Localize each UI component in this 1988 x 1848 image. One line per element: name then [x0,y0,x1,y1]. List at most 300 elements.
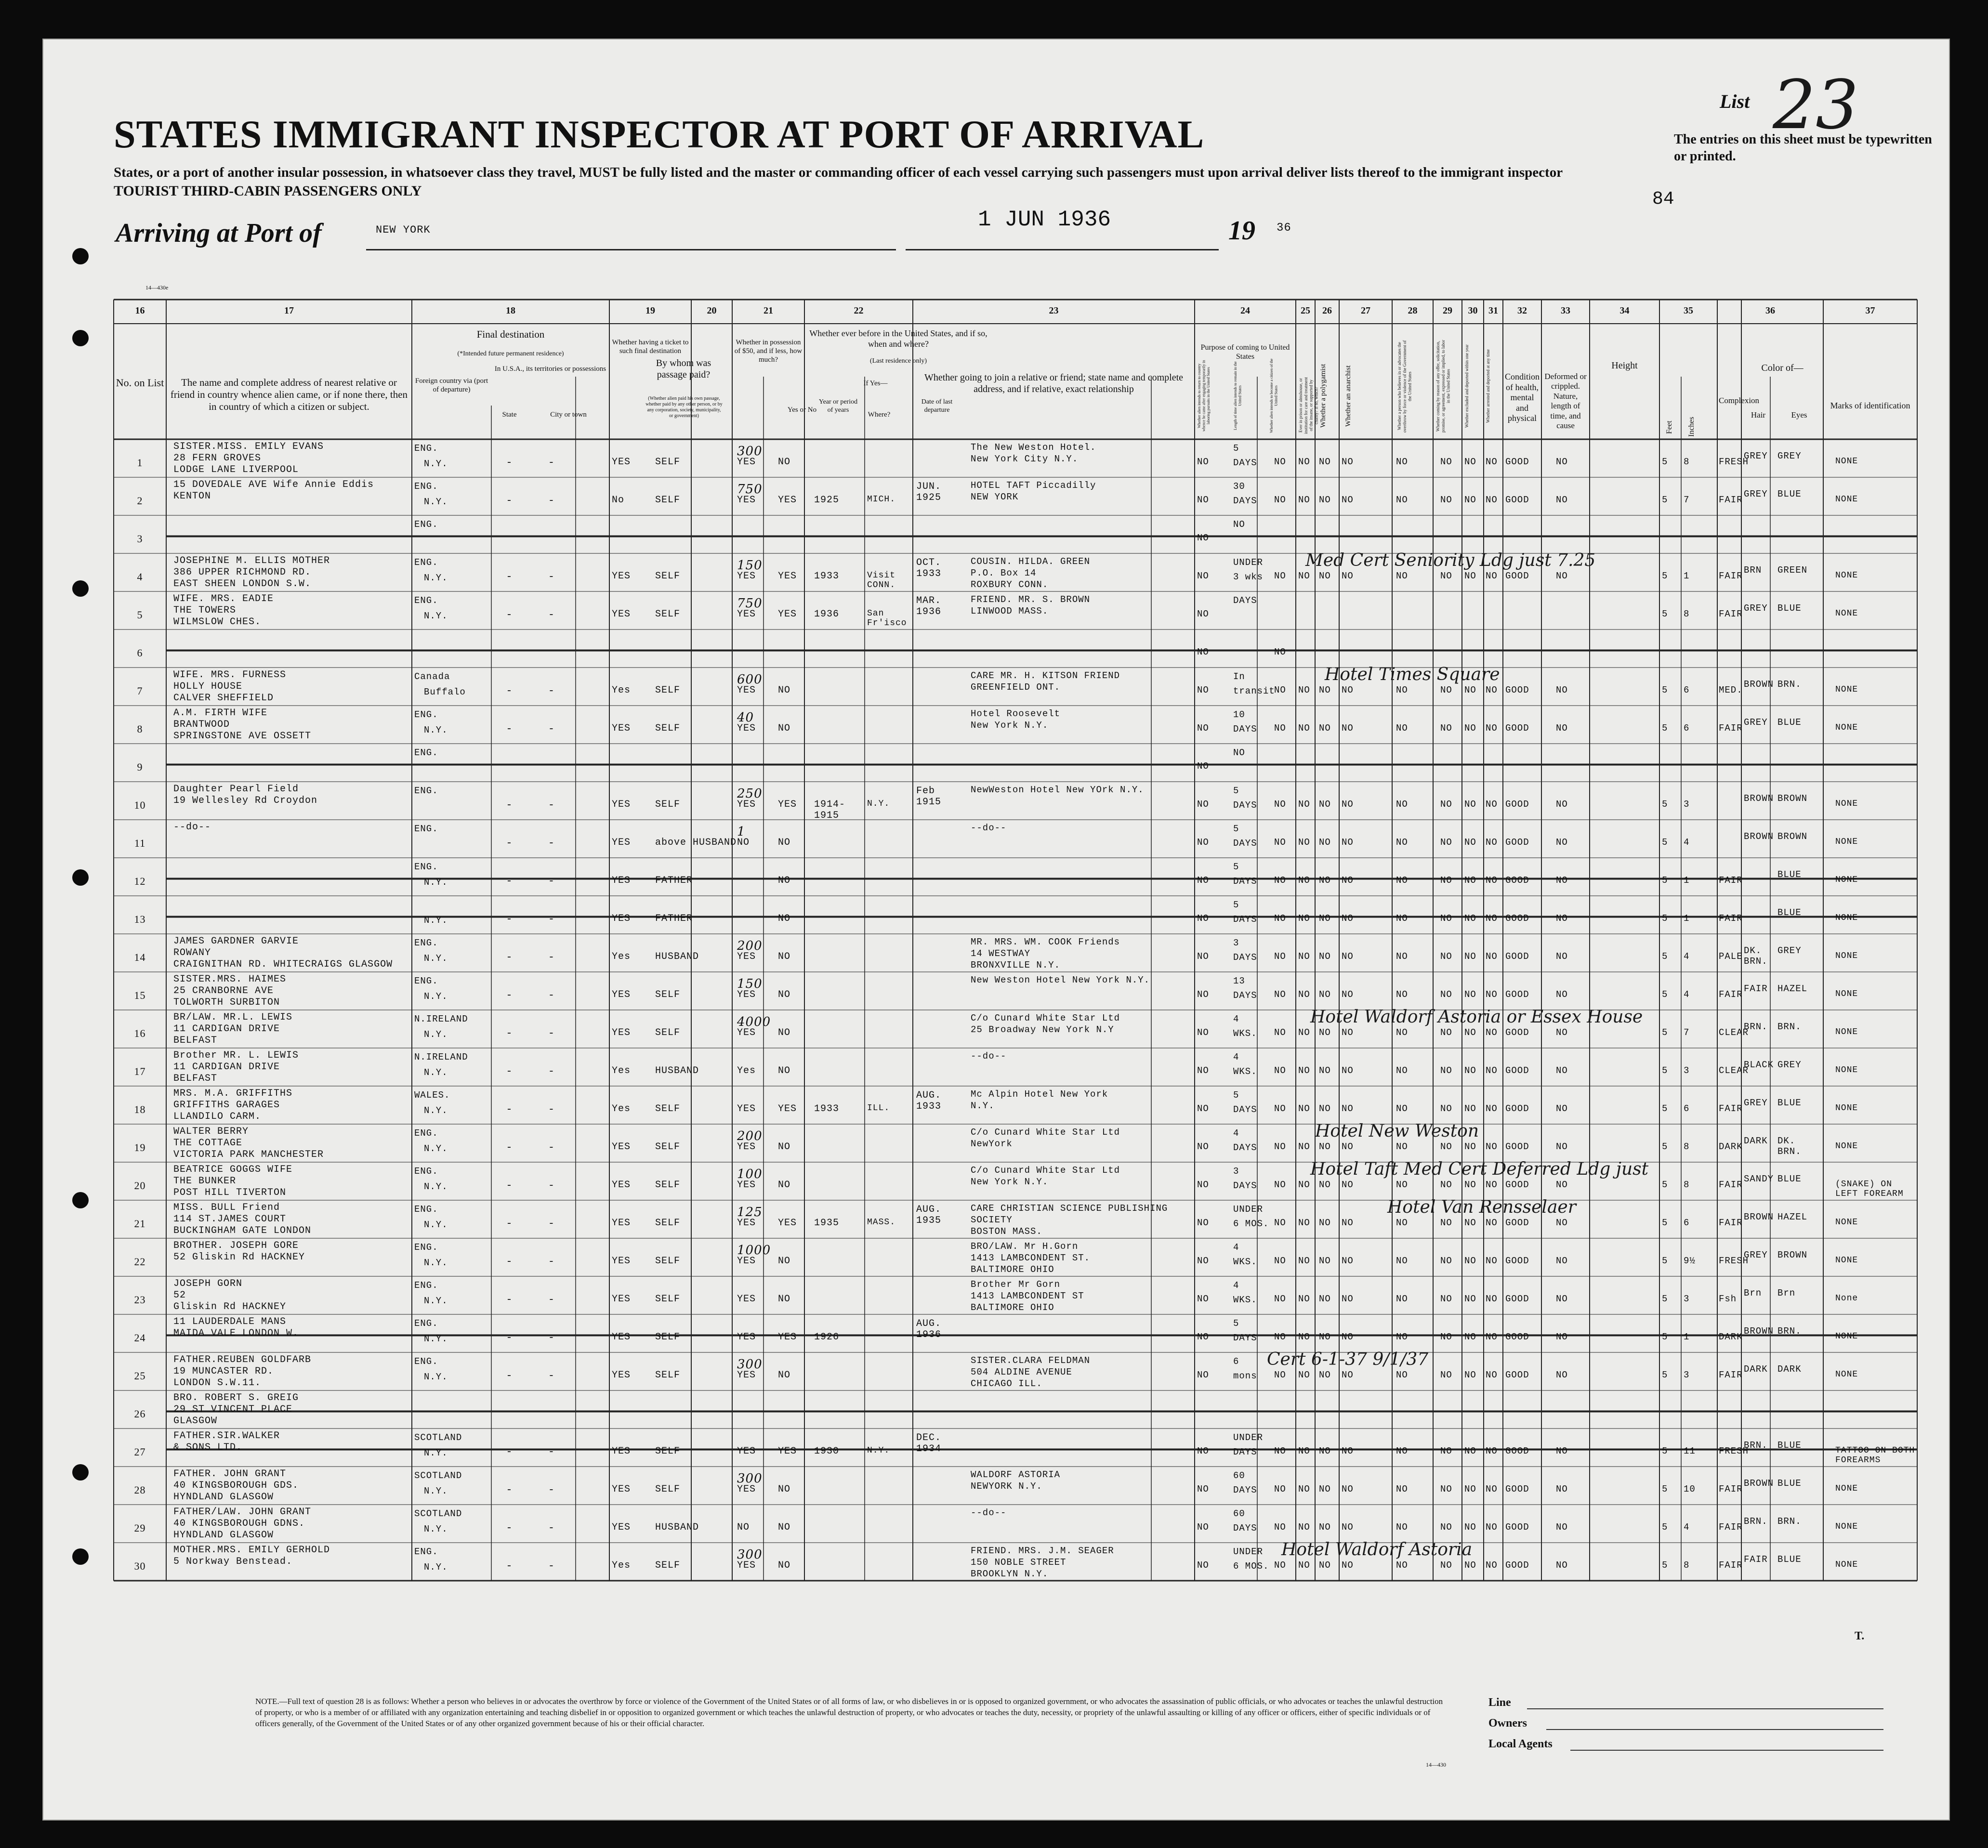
eye-color: HAZEL [1777,983,1808,994]
join-relative-line: 1413 LAMBCONDENT ST [971,1291,1084,1301]
eye-color: GREY [1777,451,1802,461]
deformed-value: NO [1556,1141,1568,1152]
identification-marks: (SNAKE) ON LEFT FOREARM [1835,1180,1904,1199]
join-relative-line: BROOKLYN N.Y. [971,1569,1049,1579]
via-port: N.Y. [424,1524,448,1534]
identification-marks: NONE [1835,1522,1858,1532]
money-amount: 1000 [737,1243,771,1258]
question-31-answer: NO [1486,1522,1498,1533]
ticket-value: YES [612,1446,631,1457]
join-relative-line: NewWeston Hotel New YOrk N.Y. [971,785,1144,795]
handwritten-note: Hotel Times Square [1325,665,1500,684]
hair-color: FAIR [1744,983,1768,994]
question-28-answer: NO [1396,1103,1408,1114]
height-inches: 6 [1684,723,1690,734]
question-30-answer: NO [1464,723,1476,734]
money-yes-no: YES [737,989,756,1000]
deformed-value: NO [1556,1484,1568,1494]
column-number: 23 [1049,305,1059,316]
via-port: N.Y. [424,877,448,888]
question-26-answer: NO [1319,1218,1331,1228]
relative-address-line: WILMSLOW CHES. [173,616,262,628]
foreign-country: ENG. [414,557,438,568]
complexion-value: FAIR [1719,1180,1743,1190]
join-relative-line: 14 WESTWAY [971,948,1031,959]
relative-address-line: THE COTTAGE [173,1138,243,1149]
city-value: - [548,723,555,735]
health-value: GOOD [1505,1180,1529,1190]
relative-address-line: 5 Norkway Benstead. [173,1556,293,1567]
relative-address-line: FATHER/LAW. JOHN GRANT [173,1507,312,1518]
foreign-country: ENG. [414,976,438,986]
row-number: 24 [134,1332,146,1344]
footer-owners-rule [1546,1729,1883,1730]
footer-line-label: Line [1488,1696,1511,1709]
question-29-answer: NO [1440,875,1452,886]
height-inches: 11 [1684,1446,1696,1456]
question-30-answer: NO [1464,989,1476,1000]
question-25-answer: NO [1298,1560,1310,1571]
question-28-answer: NO [1396,1027,1408,1038]
via-port: N.Y. [424,1372,448,1382]
purpose-return: NO [1197,799,1209,810]
hair-color: DARK [1744,1364,1768,1375]
identification-marks: NONE [1835,685,1858,695]
eye-color: BRN. [1777,679,1802,690]
money-amount: 600 [737,672,763,687]
identification-marks: NONE [1835,1065,1858,1075]
header-passage-paid: By whom was passage paid? [656,358,711,380]
join-relative-line: C/o Cunard White Star Ltd [971,1013,1120,1023]
question-29-answer: NO [1440,495,1452,505]
money-yes-no: YES [737,457,756,468]
passage-paid-value: HUSBAND [655,951,699,962]
eye-color: BLUE [1777,1098,1802,1108]
question-28-answer: NO [1396,571,1408,581]
passage-paid-value: SELF [655,1141,681,1153]
question-28-answer: NO [1396,913,1408,924]
before-year: 1926 [814,1332,840,1343]
before-year: 1935 [814,1218,840,1229]
deformed-value: NO [1556,685,1568,695]
eye-color: GREY [1777,945,1802,956]
passage-paid-value: SELF [655,1218,681,1229]
complexion-value: FAIR [1719,1370,1743,1380]
city-value: - [548,799,555,811]
money-amount: 1 [737,825,746,839]
question-28-answer: NO [1396,1180,1408,1190]
height-feet: 5 [1662,1484,1668,1494]
question-25-answer: NO [1298,1218,1310,1228]
state-value: - [506,571,513,583]
question-28-answer: NO [1396,723,1408,734]
join-relative-line: New York City N.Y. [971,454,1079,464]
question-25-answer: NO [1298,1332,1310,1342]
foreign-country: N.IRELAND [414,1014,468,1024]
purpose-length: DAYS [1233,1485,1257,1495]
header-purpose-citizen: Whether alien intends to become a citizen of the United States [1269,358,1278,433]
hair-color: DARK [1744,1136,1768,1146]
question-28-answer: NO [1396,1332,1408,1342]
identification-marks: NONE [1835,989,1858,999]
handwritten-note: Hotel New Weston [1315,1121,1479,1141]
question-26-answer: NO [1319,1103,1331,1114]
row-number: 7 [137,685,143,697]
relative-address-line: 40 KINGSBOROUGH GDNS. [173,1518,305,1529]
handwritten-note: Hotel Taft Med Cert Deferred Ldg just [1310,1159,1649,1179]
city-value: - [548,1294,555,1306]
passage-paid-value: SELF [655,1332,681,1343]
join-relative-line: NEW YORK [971,492,1019,502]
row-number: 19 [134,1141,146,1153]
relative-address-line: BRO. ROBERT S. GREIG [173,1392,299,1403]
purpose-citizen: NO [1274,495,1286,505]
eye-color: BRN. [1777,1326,1802,1337]
eye-color: HAZEL [1777,1212,1808,1222]
purpose-return: NO [1197,1256,1209,1266]
money-yes-no: YES [737,799,756,810]
question-29-answer: NO [1440,989,1452,1000]
deformed-value: NO [1556,571,1568,581]
complexion-value: FAIR [1719,571,1743,581]
question-31-answer: NO [1486,989,1498,1000]
purpose-return: NO [1197,647,1209,657]
health-value: GOOD [1505,1256,1529,1266]
before-in-us: NO [778,723,791,734]
health-value: GOOD [1505,1103,1529,1114]
row-number: 12 [134,875,146,887]
last-departure: DEC. 1934 [916,1432,942,1455]
punch-hole [72,580,89,597]
header-before-sub: (Last residence only) [869,357,927,365]
purpose-return: NO [1197,533,1209,543]
question-25-answer: NO [1298,951,1310,962]
relative-address-line: JAMES GARDNER GARVIE [173,936,299,947]
foreign-country: ENG. [414,1318,438,1329]
question-27-answer: NO [1342,1027,1354,1038]
deformed-value: NO [1556,799,1568,810]
purpose-return: NO [1197,951,1209,962]
question-31-answer: NO [1486,875,1498,886]
height-inches: 6 [1684,1103,1690,1114]
identification-marks: NONE [1835,1218,1858,1227]
purpose-citizen: NO [1274,989,1286,1000]
column-number: 26 [1322,305,1332,316]
purpose-length: DAYS [1233,800,1257,811]
question-26-answer: NO [1319,913,1331,924]
eye-color: BLUE [1777,1440,1802,1451]
hair-color: GREY [1744,717,1768,728]
identification-marks: NONE [1835,457,1858,466]
purpose-return: NO [1197,1446,1209,1456]
manifest-sheet [42,39,1950,1821]
join-relative-line: FRIEND. MR. S. BROWN [971,594,1091,605]
purpose-return: NO [1197,609,1209,619]
question-27-answer: NO [1342,457,1354,467]
via-port: N.Y. [424,1143,448,1154]
column-number: 34 [1619,305,1630,316]
join-relative-line: Hotel Roosevelt [971,708,1061,719]
relative-address-line: SPRINGSTONE AVE OSSETT [173,731,312,742]
money-amount: 150 [737,977,763,991]
passage-paid-value: SELF [655,1294,681,1305]
purpose-return: NO [1197,495,1209,505]
question-30-answer: NO [1464,1218,1476,1228]
passage-paid-value: SELF [655,609,681,620]
footer-agents-label: Local Agents [1488,1738,1553,1750]
height-feet: 5 [1662,1256,1668,1266]
city-value: - [548,951,555,963]
money-amount: 300 [737,1471,763,1486]
join-relative-line: COUSIN. HILDA. GREEN [971,556,1091,567]
join-relative-line: CHICAGO ILL. [971,1378,1042,1389]
header-no-on-list: No. on List [116,377,164,389]
height-inches: 7 [1684,1027,1690,1038]
header-hair: Hair [1751,410,1766,419]
height-feet: 5 [1662,951,1668,962]
height-feet: 5 [1662,1522,1668,1533]
before-in-us: NO [778,1294,791,1305]
before-where: MASS. [867,1218,896,1227]
height-inches: 8 [1684,1141,1690,1152]
identification-marks: None [1835,1294,1858,1303]
purpose-return: NO [1197,1332,1209,1342]
question-31-answer: NO [1486,723,1498,734]
question-31-answer: NO [1486,1484,1498,1494]
header-foreign-country: Foreign country via (port of departure) [415,377,488,393]
question-26-answer: NO [1319,1522,1331,1533]
city-value: - [548,1560,555,1572]
city-value: - [548,1256,555,1268]
purpose-length: UNDER [1233,557,1264,568]
relative-address-line: VICTORIA PARK MANCHESTER [173,1149,324,1160]
hair-color: BROWN [1744,1212,1774,1222]
ticket-value: YES [612,1294,631,1305]
question-31-answer: NO [1486,1027,1498,1038]
join-relative-line: BRO/LAW. Mr H.Gorn [971,1241,1079,1252]
question-30-answer: NO [1464,1370,1476,1380]
question-27-answer: NO [1342,837,1354,848]
city-value: - [548,1370,555,1382]
foreign-country: ENG. [414,938,438,948]
question-27-answer: NO [1342,1256,1354,1266]
purpose-length: DAYS [1233,914,1257,925]
hair-color: GREY [1744,451,1768,461]
relative-address-line: THE BUNKER [173,1176,237,1187]
ticket-value: YES [612,1522,631,1533]
complexion-value: FAIR [1719,723,1743,734]
relative-address-line: 19 Wellesley Rd Croydon [173,795,318,806]
join-relative-line: 1413 LAMBCONDENT ST. [971,1253,1091,1263]
before-where: N.Y. [867,799,890,809]
via-port: N.Y. [424,459,448,469]
purpose-length: 4 [1233,1052,1239,1062]
money-yes-no: YES [737,1484,756,1495]
column-number: 36 [1765,305,1775,316]
footer-agents-rule [1570,1750,1883,1751]
purpose-return: NO [1197,1027,1209,1038]
relative-address-line: MAIDA VALE LONDON W. [173,1328,299,1339]
question-31-answer: NO [1486,799,1498,810]
question-25-answer: NO [1298,1141,1310,1152]
purpose-return: NO [1197,989,1209,1000]
header-city: City or town [550,411,587,419]
last-departure: Feb 1915 [916,786,942,808]
state-value: - [506,457,513,469]
height-inches: 1 [1684,875,1690,886]
relative-address-line: WALTER BERRY [173,1126,249,1137]
question-28-answer: NO [1396,837,1408,848]
question-28-answer: NO [1396,1294,1408,1304]
purpose-length: WKS. [1233,1257,1257,1267]
before-year: 1930 [814,1446,840,1457]
row-number: 21 [134,1218,146,1230]
passage-paid-value: SELF [655,495,681,506]
passage-paid-value: SELF [655,1180,681,1191]
via-port: N.Y. [424,1486,448,1496]
question-31-answer: NO [1486,1332,1498,1342]
relative-address-line: HYNDLAND GLASGOW [173,1492,274,1503]
purpose-length: UNDER [1233,1432,1264,1443]
complexion-value: MED. [1719,685,1743,695]
city-value: - [548,1446,555,1458]
relative-address-line: JOSEPHINE M. ELLIS MOTHER [173,555,330,566]
question-29-answer: NO [1440,951,1452,962]
eye-color: DK. BRN. [1777,1136,1802,1157]
complexion-value: CLEAR [1719,1027,1749,1038]
relative-address-line: TOLWORTH SURBITON [173,997,280,1008]
join-relative-line: SISTER.CLARA FELDMAN [971,1355,1091,1366]
row-number: 18 [134,1103,146,1115]
purpose-citizen: NO [1274,1446,1286,1456]
money-amount: 300 [737,444,763,459]
question-26-answer: NO [1319,989,1331,1000]
purpose-length: DAYS [1233,1142,1257,1153]
height-inches: 3 [1684,1370,1690,1380]
height-feet: 5 [1662,1332,1668,1342]
join-relative-line: NEWYORK N.Y. [971,1481,1042,1492]
header-relative-address: The name and complete address of nearest relative or friend in country whence alien came, or if none there, then in country of which a citizen or subject. [170,377,408,413]
join-relative-line: C/o Cunard White Star Ltd [971,1165,1120,1176]
purpose-return: NO [1197,761,1209,772]
arriving-label: Arriving at Port of [116,218,322,248]
height-inches: 6 [1684,1218,1690,1228]
via-port: N.Y. [424,991,448,1002]
before-in-us: NO [778,1065,791,1076]
eye-color: BROWN [1777,793,1808,804]
question-28-answer: NO [1396,685,1408,695]
height-feet: 5 [1662,1141,1668,1152]
punch-hole [72,1464,89,1481]
question-30-answer: NO [1464,1484,1476,1494]
purpose-length: DAYS [1233,496,1257,506]
column-number: 20 [707,305,717,316]
height-feet: 5 [1662,1446,1668,1456]
ticket-value: YES [612,837,631,848]
question-27-answer: NO [1342,723,1354,734]
question-28-answer: NO [1396,1484,1408,1494]
column-number: 29 [1443,305,1452,316]
relative-address-line: BROTHER. JOSEPH GORE [173,1240,299,1251]
relative-address-line: MRS. M.A. GRIFFITHS [173,1088,293,1099]
header-color-of: Color of— [1761,363,1804,373]
via-port: N.Y. [424,611,448,621]
question-27-answer: NO [1342,1103,1354,1114]
question-28-answer: NO [1396,457,1408,467]
complexion-value: DARK [1719,1141,1743,1152]
passage-paid-value: SELF [655,457,681,468]
question-30-answer: NO [1464,571,1476,581]
deformed-value: NO [1556,1065,1568,1076]
typewritten-note: The entries on this sheet must be typewritten or printed. [1674,132,1932,164]
question-27-answer: NO [1342,1560,1354,1571]
purpose-citizen: NO [1274,837,1286,848]
question-27-answer: NO [1342,875,1354,886]
relative-address-line: 40 KINGSBOROUGH GDS. [173,1480,299,1491]
state-value: - [506,1294,513,1306]
relative-address-line: ROWANY [173,947,211,958]
deformed-value: NO [1556,837,1568,848]
header-marks: Marks of identification [1830,401,1910,410]
question-28-answer: NO [1396,1560,1408,1571]
question-30-answer: NO [1464,1065,1476,1076]
foreign-country: ENG. [414,1128,438,1139]
question-27-answer: NO [1342,1446,1354,1456]
money-amount: 200 [737,939,763,953]
ticket-value: YES [612,723,631,734]
question-28-answer: NO [1396,495,1408,505]
height-inches: 4 [1684,837,1690,848]
purpose-citizen: NO [1274,685,1286,695]
header-overthrow: Whether a person who believes in or advocates the overthrow by force or violence of the Government of the United States [1397,340,1412,433]
height-inches: 10 [1684,1484,1696,1494]
row-number: 11 [134,837,146,849]
row-number: 27 [134,1446,146,1458]
deformed-value: NO [1556,1103,1568,1114]
before-where: MICH. [867,495,896,504]
question-31-answer: NO [1486,1103,1498,1114]
state-value: - [506,723,513,735]
purpose-length: 10 [1233,709,1245,720]
before-year: 1925 [814,495,840,506]
passage-paid-value: HUSBAND [655,1522,699,1533]
before-in-us: NO [778,1484,791,1495]
question-25-answer: NO [1298,723,1310,734]
question-27-answer: NO [1342,1370,1354,1380]
state-value: - [506,799,513,811]
question-29-answer: NO [1440,1522,1452,1533]
complexion-value: FAIR [1719,989,1743,1000]
eye-color: BLUE [1777,603,1802,614]
row-number: 17 [134,1065,146,1077]
purpose-return: NO [1197,1180,1209,1190]
punch-hole [72,248,89,264]
money-amount: 150 [737,558,763,573]
city-value: - [548,495,555,507]
height-inches: 8 [1684,1180,1690,1190]
money-yes-no: YES [737,685,756,696]
question-30-answer: NO [1464,685,1476,695]
passage-paid-value: HUSBAND [655,1065,699,1076]
purpose-length: 6 MOS. [1233,1561,1269,1572]
purpose-length: DAYS [1233,595,1257,606]
row-number: 25 [134,1370,146,1382]
city-value: - [548,989,555,1001]
question-27-answer: NO [1342,1065,1354,1076]
question-31-answer: NO [1486,1446,1498,1456]
purpose-length: 60 [1233,1470,1245,1481]
height-inches: 1 [1684,913,1690,924]
